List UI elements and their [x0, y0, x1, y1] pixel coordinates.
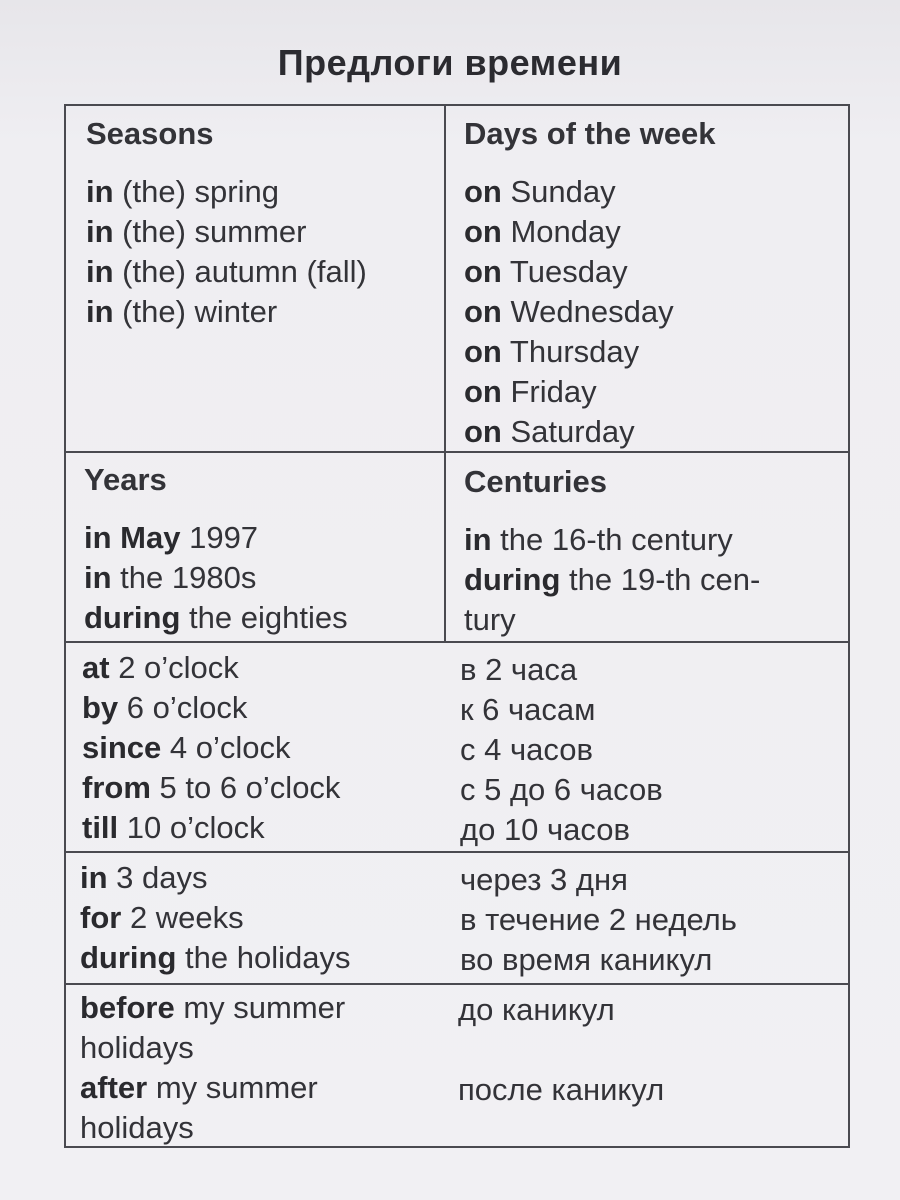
list-item: holidays	[80, 1030, 194, 1065]
seasons-cell	[86, 114, 367, 332]
duration-ru-cell	[460, 860, 737, 980]
list-item: by 6 o’clock	[82, 690, 248, 725]
list-item: в течение 2 недель	[460, 902, 737, 937]
centuries-heading: Centuries	[464, 464, 607, 499]
list-item: till 10 o’clock	[82, 810, 265, 845]
list-item: during the eighties	[84, 600, 348, 635]
list-item: since 4 o’clock	[82, 730, 291, 765]
list-item: in (the) autumn (fall)	[86, 254, 367, 289]
clock-ru-cell	[460, 650, 663, 850]
seasons-heading: Seasons	[86, 116, 214, 151]
list-item: during the holidays	[80, 940, 351, 975]
list-item: at 2 o’clock	[82, 650, 239, 685]
days-heading: Days of the week	[464, 116, 716, 151]
list-item: on Tuesday	[464, 254, 628, 289]
list-item: до каникул	[458, 992, 615, 1027]
list-item: from 5 to 6 o’clock	[82, 770, 341, 805]
column-divider	[444, 106, 446, 641]
duration-en-cell	[80, 858, 350, 978]
list-item: on Monday	[464, 214, 621, 249]
row-divider	[66, 641, 848, 643]
list-item: с 4 часов	[460, 732, 593, 767]
row-divider	[66, 983, 848, 985]
list-item: in 3 days	[80, 860, 208, 895]
prepositions-table	[64, 104, 850, 1148]
list-item: in (the) winter	[86, 294, 278, 329]
list-item: on Saturday	[464, 414, 635, 449]
list-item: holidays	[80, 1110, 194, 1145]
list-item: in (the) summer	[86, 214, 307, 249]
clock-en-cell	[82, 648, 340, 848]
years-cell	[84, 460, 348, 638]
list-item: on Sunday	[464, 174, 616, 209]
days-cell	[464, 114, 716, 452]
list-item: on Friday	[464, 374, 597, 409]
list-item: во время каникул	[460, 942, 713, 977]
page-title: Предлоги времени	[277, 42, 623, 83]
holidays-en-cell	[80, 988, 345, 1148]
list-item: for 2 weeks	[80, 900, 244, 935]
list-item: in the 16-th century	[464, 522, 733, 557]
list-item: в 2 часа	[460, 652, 578, 687]
list-item: on Wednesday	[464, 294, 674, 329]
list-item: после каникул	[458, 1072, 665, 1107]
list-item	[458, 1030, 664, 1070]
list-item: к 6 часам	[460, 692, 596, 727]
list-item: через 3 дня	[460, 862, 628, 897]
years-heading: Years	[84, 462, 167, 497]
list-item: tury	[464, 602, 516, 637]
row-divider	[66, 451, 848, 453]
list-item: с 5 до 6 часов	[460, 772, 663, 807]
list-item: before my summer	[80, 990, 346, 1025]
list-item: in May 1997	[84, 520, 259, 555]
list-item: on Thursday	[464, 334, 640, 369]
list-item: in (the) spring	[86, 174, 279, 209]
list-item: during the 19-th cen-	[464, 562, 761, 597]
list-item: до 10 часов	[460, 812, 630, 847]
list-item: after my summer	[80, 1070, 318, 1105]
list-item: in the 1980s	[84, 560, 257, 595]
centuries-cell	[464, 462, 760, 640]
holidays-ru-cell	[458, 990, 664, 1110]
row-divider	[66, 851, 848, 853]
